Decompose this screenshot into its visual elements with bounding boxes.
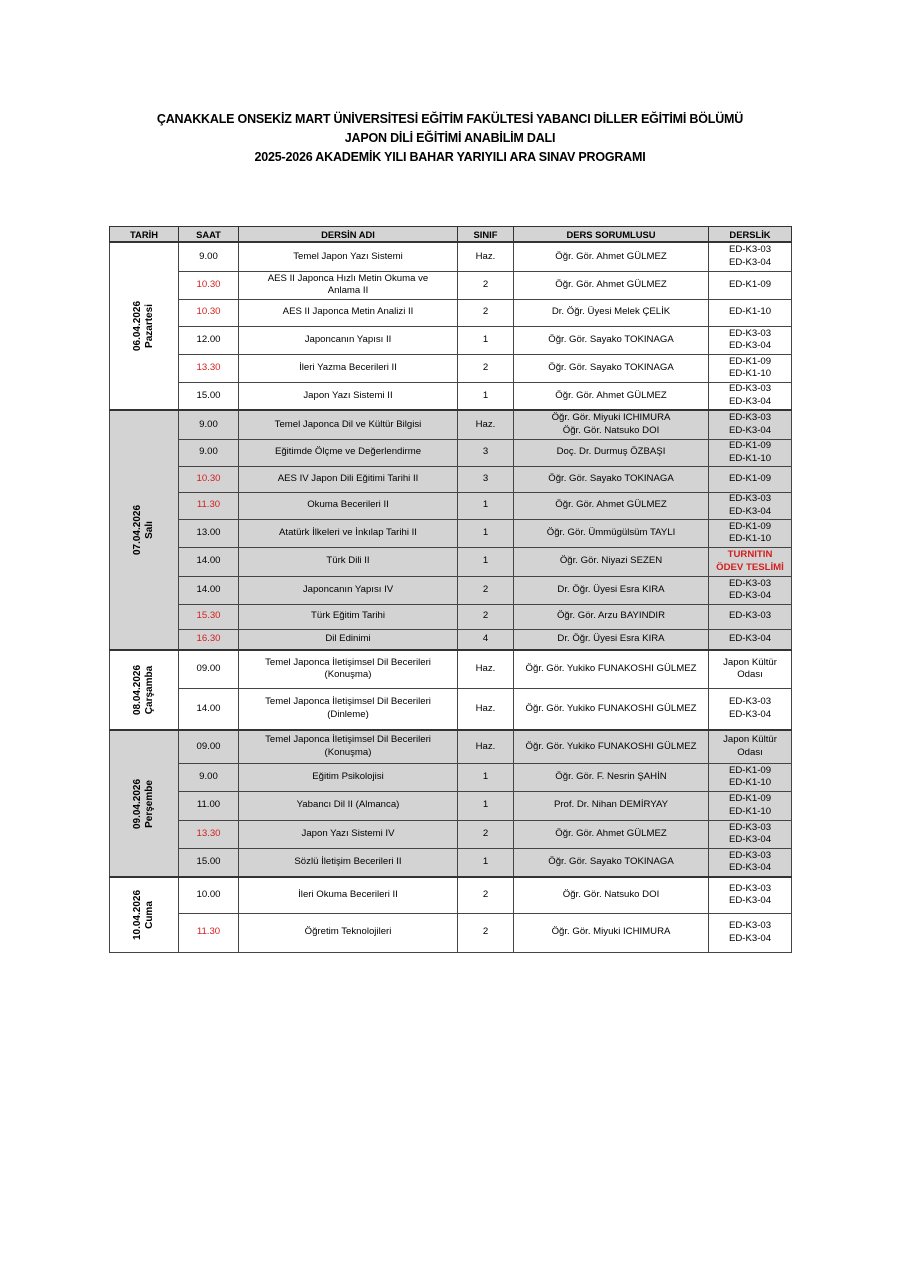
teacher-cell — [514, 299, 709, 326]
room-cell — [709, 326, 792, 354]
course-cell-line: Eğitimde Ölçme ve Değerlendirme — [274, 446, 422, 458]
course-cell-line: İleri Yazma Becerileri II — [299, 361, 397, 373]
teacher-cell-line: Doç. Dr. Durmuş ÖZBAŞI — [556, 446, 666, 458]
course-cell-line: (Konuşma) — [324, 669, 372, 681]
time-cell: 12.00 — [179, 326, 239, 354]
teacher-cell-line: Öğr. Gör. Miyuki ICHIMURA — [551, 926, 671, 938]
class-cell: 2 — [458, 820, 514, 848]
column-header-class: SINIF — [458, 227, 514, 243]
class-cell: 1 — [458, 326, 514, 354]
time-cell: 10.30 — [179, 466, 239, 492]
room-cell-line: ED-K3-04 — [728, 340, 772, 351]
teacher-cell-line: Öğr. Gör. Arzu BAYINDIR — [556, 610, 666, 622]
teacher-cell-line: Öğr. Gör. Ahmet GÜLMEZ — [555, 250, 667, 262]
course-cell — [239, 271, 458, 299]
course-cell-line: Eğitim Psikolojisi — [312, 770, 384, 782]
room-cell — [709, 382, 792, 410]
room-cell-line: ED-K3-03 — [728, 244, 772, 256]
course-cell-line: Temel Japonca İletişimsel Dil Becerileri — [265, 734, 431, 746]
room-cell-line: Odası — [737, 746, 763, 758]
class-cell: 2 — [458, 576, 514, 604]
title-university: ÇANAKKALE ONSEKİZ MART ÜNİVERSİTESİ EĞİTİM FAKÜLTESİ YABANCI DİLLER EĞİTİMİ BÖLÜMÜ — [156, 112, 744, 126]
course-cell-line: Dil Edinimi — [325, 633, 371, 644]
teacher-cell — [514, 382, 709, 410]
room-cell-line: ÖDEV TESLİMİ — [716, 561, 784, 573]
class-cell: Haz. — [458, 688, 514, 730]
course-cell — [239, 326, 458, 354]
room-cell — [709, 730, 792, 763]
room-cell-line: ED-K3-03 — [728, 493, 772, 504]
room-cell — [709, 913, 792, 952]
room-cell-line: ED-K3-03 — [728, 821, 772, 833]
room-cell — [709, 519, 792, 547]
course-cell-line: AES II Japonca Metin Analizi II — [282, 306, 414, 318]
teacher-cell — [514, 877, 709, 913]
course-cell-line: AES IV Japon Dili Eğitimi Tarihi II — [277, 472, 419, 484]
time-cell: 13.00 — [179, 519, 239, 547]
title-department: JAPON DİLİ EĞİTİMİ ANABİLİM DALI — [344, 131, 556, 145]
table-row — [110, 519, 792, 547]
time-cell: 10.30 — [179, 271, 239, 299]
teacher-cell — [514, 576, 709, 604]
time-cell: 13.30 — [179, 820, 239, 848]
table-row — [110, 913, 792, 952]
class-cell: Haz. — [458, 410, 514, 439]
course-cell — [239, 382, 458, 410]
teacher-cell-line: Öğr. Gör. Ahmet GÜLMEZ — [555, 389, 667, 401]
room-cell — [709, 271, 792, 299]
exam-weekday: Çarşamba — [144, 665, 155, 715]
table-row — [110, 547, 792, 576]
teacher-cell-line: Öğr. Gör. Yukiko FUNAKOSHI GÜLMEZ — [525, 740, 697, 752]
time-cell: 9.00 — [179, 242, 239, 271]
course-cell — [239, 519, 458, 547]
course-cell — [239, 629, 458, 650]
room-cell-line: ED-K3-03 — [728, 882, 772, 894]
course-cell — [239, 791, 458, 820]
room-cell — [709, 466, 792, 492]
course-cell — [239, 604, 458, 629]
teacher-cell — [514, 820, 709, 848]
teacher-cell-line: Öğr. Gör. Sayako TOKINAGA — [548, 472, 674, 484]
teacher-cell-line: Öğr. Gör. F. Nesrin ŞAHİN — [555, 770, 667, 782]
class-cell: 1 — [458, 547, 514, 576]
course-cell — [239, 410, 458, 439]
course-cell — [239, 576, 458, 604]
teacher-cell — [514, 547, 709, 576]
date-cell — [110, 730, 179, 877]
table-row — [110, 299, 792, 326]
room-cell-line: ED-K3-04 — [728, 633, 772, 644]
table-row — [110, 271, 792, 299]
table-row — [110, 410, 792, 439]
course-cell — [239, 439, 458, 466]
room-cell — [709, 820, 792, 848]
course-cell-line: Türk Eğitim Tarihi — [311, 610, 385, 622]
teacher-cell-line: Dr. Öğr. Üyesi Melek ÇELİK — [551, 306, 671, 318]
course-cell — [239, 492, 458, 519]
course-cell — [239, 730, 458, 763]
date-cell — [110, 877, 179, 952]
room-cell-line: ED-K3-03 — [728, 610, 772, 622]
room-cell — [709, 576, 792, 604]
table-row — [110, 629, 792, 650]
course-cell — [239, 688, 458, 730]
course-cell — [239, 299, 458, 326]
room-cell — [709, 410, 792, 439]
class-cell: 1 — [458, 519, 514, 547]
time-cell: 11.30 — [179, 492, 239, 519]
table-row — [110, 382, 792, 410]
room-cell — [709, 877, 792, 913]
course-cell-line: İleri Okuma Becerileri II — [298, 889, 398, 900]
room-cell-line: ED-K3-04 — [728, 834, 772, 845]
table-row — [110, 242, 792, 271]
exam-schedule-table — [109, 226, 792, 953]
course-cell-line: Temel Japonca Dil ve Kültür Bilgisi — [274, 418, 422, 430]
teacher-cell — [514, 688, 709, 730]
course-cell — [239, 913, 458, 952]
table-row — [110, 354, 792, 382]
time-cell: 16.30 — [179, 629, 239, 650]
teacher-cell-line: Öğr. Gör. Miyuki ICHIMURA — [551, 412, 671, 424]
date-cell — [110, 242, 179, 410]
room-cell — [709, 354, 792, 382]
date-cell — [110, 650, 179, 730]
course-cell — [239, 877, 458, 913]
exam-date: 08.04.2026 — [132, 664, 143, 716]
time-cell: 14.00 — [179, 688, 239, 730]
date-label — [132, 505, 156, 555]
table-header-row — [110, 227, 792, 243]
exam-weekday: Salı — [144, 521, 155, 539]
room-cell — [709, 848, 792, 877]
course-cell-line: Japon Yazı Sistemi IV — [301, 827, 395, 839]
room-cell-line: ED-K3-04 — [728, 862, 772, 874]
teacher-cell-line: Öğr. Gör. Yukiko FUNAKOSHI GÜLMEZ — [525, 702, 697, 714]
teacher-cell — [514, 791, 709, 820]
class-cell: Haz. — [458, 242, 514, 271]
room-cell-line: ED-K3-03 — [728, 920, 772, 931]
time-cell: 15.00 — [179, 382, 239, 410]
course-cell — [239, 466, 458, 492]
teacher-cell — [514, 492, 709, 519]
course-cell — [239, 820, 458, 848]
teacher-cell-line: Öğr. Gör. Natsuko DOI — [562, 889, 660, 900]
room-cell — [709, 299, 792, 326]
room-cell — [709, 791, 792, 820]
course-cell-line: Okuma Becerileri II — [307, 499, 389, 511]
table-row — [110, 688, 792, 730]
time-cell: 15.30 — [179, 604, 239, 629]
class-cell: 1 — [458, 791, 514, 820]
teacher-cell — [514, 439, 709, 466]
class-cell: Haz. — [458, 650, 514, 688]
time-cell: 9.00 — [179, 439, 239, 466]
room-cell — [709, 439, 792, 466]
class-cell: 4 — [458, 629, 514, 650]
table-row — [110, 604, 792, 629]
course-cell-line: (Dinleme) — [327, 708, 369, 720]
course-cell-line: Türk Dili II — [326, 555, 370, 567]
table-row — [110, 730, 792, 763]
class-cell: 3 — [458, 466, 514, 492]
room-cell-line: Japon Kültür — [723, 656, 777, 668]
room-cell — [709, 629, 792, 650]
class-cell: 2 — [458, 271, 514, 299]
room-cell-line: ED-K1-10 — [728, 452, 772, 464]
room-cell-line: Odası — [737, 669, 763, 681]
course-cell-line: Temel Japonca İletişimsel Dil Becerileri — [265, 656, 431, 668]
teacher-cell-line: Dr. Öğr. Üyesi Esra KIRA — [557, 633, 665, 644]
class-cell: 1 — [458, 763, 514, 791]
exam-date: 07.04.2026 — [132, 504, 143, 556]
course-cell — [239, 650, 458, 688]
teacher-cell-line: Öğr. Gör. Sayako TOKINAGA — [548, 333, 674, 345]
table-body — [110, 242, 792, 952]
date-label — [132, 778, 156, 828]
class-cell: 2 — [458, 604, 514, 629]
teacher-cell — [514, 730, 709, 763]
table-row — [110, 492, 792, 519]
time-cell: 13.30 — [179, 354, 239, 382]
room-cell-line: ED-K1-09 — [728, 440, 772, 451]
column-header-course: DERSİN ADI — [239, 227, 458, 243]
table-row — [110, 763, 792, 791]
time-cell: 9.00 — [179, 410, 239, 439]
class-cell: Haz. — [458, 730, 514, 763]
class-cell: 2 — [458, 913, 514, 952]
course-cell-line: (Konuşma) — [324, 746, 372, 758]
teacher-cell-line: Öğr. Gör. Ahmet GÜLMEZ — [555, 278, 667, 290]
room-cell-line: ED-K1-10 — [728, 777, 772, 788]
room-cell-line: ED-K3-04 — [728, 895, 772, 907]
room-cell-line: ED-K1-09 — [728, 793, 772, 804]
course-cell-line: Japon Yazı Sistemi II — [303, 389, 393, 401]
room-cell-line: ED-K1-09 — [728, 278, 772, 290]
course-cell-line: Japoncanın Yapısı II — [304, 333, 392, 345]
column-header-teacher: DERS SORUMLUSU — [514, 227, 709, 243]
room-cell-line: ED-K1-09 — [728, 764, 772, 776]
column-header-room: DERSLİK — [709, 227, 792, 243]
room-cell — [709, 492, 792, 519]
time-cell: 09.00 — [179, 730, 239, 763]
teacher-cell-line: Öğr. Gör. Sayako TOKINAGA — [548, 856, 674, 867]
room-cell-line: ED-K3-03 — [728, 849, 772, 861]
table-row — [110, 576, 792, 604]
course-cell-line: Anlama II — [327, 285, 369, 296]
exam-date: 09.04.2026 — [132, 778, 143, 829]
teacher-cell — [514, 326, 709, 354]
room-cell-line: ED-K3-04 — [728, 505, 772, 517]
title-program: 2025-2026 AKADEMİK YILI BAHAR YARIYILI ARA SINAV PROGRAMI — [254, 150, 646, 164]
room-cell-line: ED-K1-10 — [728, 306, 772, 318]
teacher-cell-line: Öğr. Gör. Ahmet GÜLMEZ — [555, 827, 667, 839]
room-cell-line: TURNITIN — [727, 549, 773, 560]
teacher-cell — [514, 271, 709, 299]
teacher-cell — [514, 242, 709, 271]
teacher-cell-line: Öğr. Gör. Sayako TOKINAGA — [548, 361, 674, 373]
teacher-cell-line: Dr. Öğr. Üyesi Esra KIRA — [557, 583, 665, 595]
course-cell-line: Sözlü İletişim Becerileri II — [294, 856, 402, 867]
time-cell: 14.00 — [179, 576, 239, 604]
exam-weekday: Perşembe — [144, 779, 155, 828]
room-cell-line: ED-K3-03 — [728, 412, 772, 424]
room-cell-line: ED-K3-03 — [728, 577, 772, 589]
room-cell-line: ED-K1-09 — [728, 520, 772, 532]
course-cell — [239, 354, 458, 382]
course-cell — [239, 242, 458, 271]
table-row — [110, 326, 792, 354]
room-cell — [709, 688, 792, 730]
exam-date: 10.04.2026 — [132, 889, 143, 940]
course-cell-line: Yabancı Dil II (Almanca) — [296, 799, 400, 811]
class-cell: 2 — [458, 299, 514, 326]
time-cell: 11.00 — [179, 791, 239, 820]
time-cell: 14.00 — [179, 547, 239, 576]
room-cell-line: ED-K3-03 — [728, 696, 772, 708]
table-row — [110, 791, 792, 820]
date-cell — [110, 410, 179, 650]
room-cell-line: ED-K3-04 — [728, 395, 772, 407]
room-cell — [709, 604, 792, 629]
time-cell: 15.00 — [179, 848, 239, 877]
time-cell: 11.30 — [179, 913, 239, 952]
table-row — [110, 820, 792, 848]
teacher-cell-line: Öğr. Gör. Niyazi SEZEN — [559, 555, 663, 567]
course-cell-line: Öğretim Teknolojileri — [304, 926, 392, 938]
table-row — [110, 848, 792, 877]
teacher-cell — [514, 848, 709, 877]
teacher-cell — [514, 519, 709, 547]
table-row — [110, 877, 792, 913]
time-cell: 9.00 — [179, 763, 239, 791]
room-cell — [709, 547, 792, 576]
course-cell-line: Atatürk İlkeleri ve İnkılap Tarihi II — [279, 526, 417, 538]
column-header-date: TARİH — [110, 227, 179, 243]
room-cell-line: ED-K1-09 — [728, 472, 772, 484]
table-row — [110, 650, 792, 688]
teacher-cell-line: Öğr. Gör. Natsuko DOI — [562, 424, 660, 436]
time-cell: 09.00 — [179, 650, 239, 688]
room-cell-line: ED-K3-04 — [728, 424, 772, 436]
room-cell-line: ED-K3-03 — [728, 327, 772, 339]
room-cell-line: ED-K1-10 — [728, 533, 772, 544]
teacher-cell — [514, 913, 709, 952]
exam-date: 06.04.2026 — [132, 300, 143, 352]
room-cell — [709, 650, 792, 688]
course-cell — [239, 763, 458, 791]
room-cell-line: Japon Kültür — [723, 734, 777, 746]
teacher-cell-line: Öğr. Gör. Ümmügülsüm TAYLI — [546, 526, 676, 538]
table-row — [110, 439, 792, 466]
class-cell: 2 — [458, 354, 514, 382]
date-label — [132, 890, 156, 940]
course-cell-line: Temel Japonca İletişimsel Dil Becerileri — [265, 696, 431, 708]
teacher-cell-line: Prof. Dr. Nihan DEMİRYAY — [553, 799, 669, 811]
date-label — [132, 665, 156, 715]
class-cell: 1 — [458, 848, 514, 877]
teacher-cell-line: Öğr. Gör. Ahmet GÜLMEZ — [555, 499, 667, 511]
room-cell-line: ED-K3-04 — [728, 590, 772, 601]
teacher-cell — [514, 604, 709, 629]
class-cell: 1 — [458, 492, 514, 519]
date-label — [132, 301, 156, 351]
class-cell: 1 — [458, 382, 514, 410]
teacher-cell — [514, 629, 709, 650]
column-header-time: SAAT — [179, 227, 239, 243]
teacher-cell — [514, 354, 709, 382]
exam-weekday: Pazartesi — [144, 304, 155, 348]
document-title-block — [0, 110, 900, 167]
room-cell-line: ED-K3-04 — [728, 932, 772, 944]
time-cell: 10.30 — [179, 299, 239, 326]
table-row — [110, 466, 792, 492]
course-cell-line: Japoncanın Yapısı IV — [302, 583, 394, 595]
teacher-cell — [514, 650, 709, 688]
class-cell: 3 — [458, 439, 514, 466]
time-cell: 10.00 — [179, 877, 239, 913]
course-cell-line: Temel Japon Yazı Sistemi — [293, 250, 403, 262]
course-cell-line: AES II Japonca Hızlı Metin Okuma ve — [267, 272, 429, 284]
teacher-cell — [514, 410, 709, 439]
room-cell-line: ED-K1-09 — [728, 355, 772, 367]
course-cell — [239, 547, 458, 576]
teacher-cell-line: Öğr. Gör. Yukiko FUNAKOSHI GÜLMEZ — [525, 663, 697, 674]
class-cell: 2 — [458, 877, 514, 913]
exam-weekday: Cuma — [144, 900, 155, 929]
room-cell-line: ED-K3-04 — [728, 256, 772, 268]
teacher-cell — [514, 466, 709, 492]
room-cell — [709, 242, 792, 271]
room-cell-line: ED-K3-04 — [728, 708, 772, 720]
room-cell-line: ED-K1-10 — [728, 805, 772, 817]
room-cell-line: ED-K3-03 — [728, 383, 772, 395]
course-cell — [239, 848, 458, 877]
room-cell — [709, 763, 792, 791]
teacher-cell — [514, 763, 709, 791]
room-cell-line: ED-K1-10 — [728, 368, 772, 379]
